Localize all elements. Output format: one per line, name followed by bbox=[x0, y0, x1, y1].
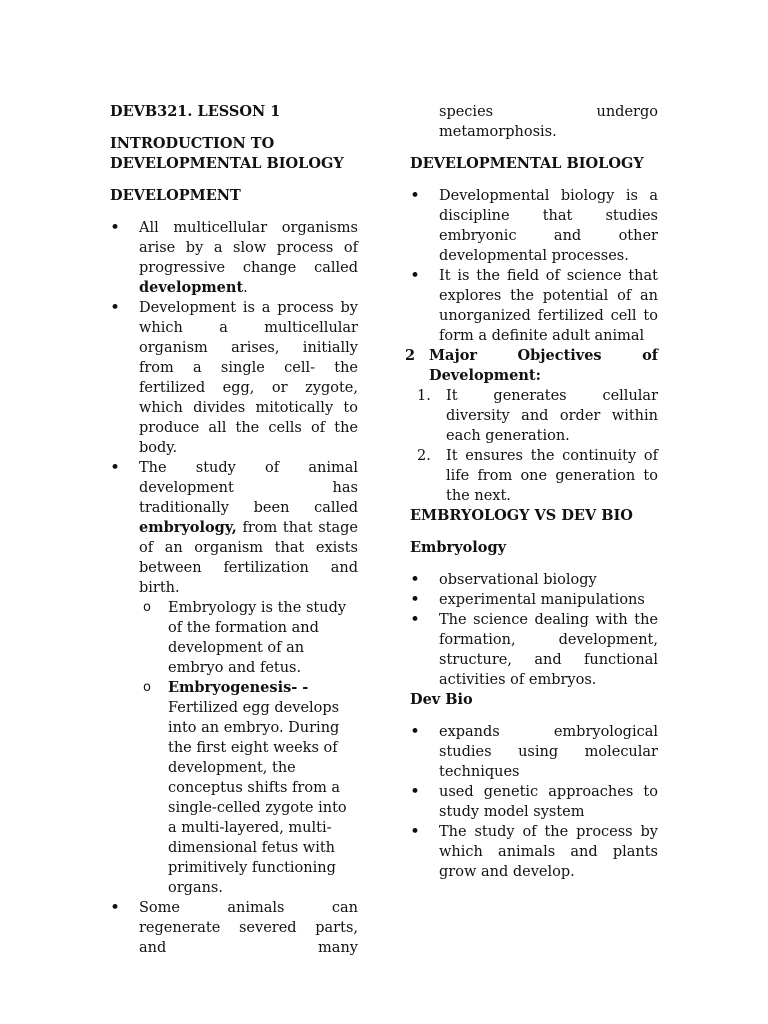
bullet-bold-term: embryology, bbox=[139, 519, 237, 536]
bullet-text: Development is a process by which a multicellular organism arises, initially from a single cell- the fertilized egg, or zygote, which divides mitotically to produce all the cells of the body. bbox=[139, 300, 358, 456]
bullet-text-tail: from that stage of an organism that exists between fertilization and birth. bbox=[139, 520, 358, 596]
right-column bbox=[405, 102, 658, 882]
objectives-heading bbox=[405, 346, 658, 386]
list-item: • used genetic approaches to study model system bbox=[410, 782, 658, 822]
course-title: DEVB321. LESSON 1 bbox=[110, 103, 281, 120]
development-heading: DEVELOPMENT bbox=[110, 187, 241, 204]
item-text: It ensures the continuity of life from one generation to the next. bbox=[446, 448, 658, 504]
devbio2-heading: Dev Bio bbox=[410, 691, 473, 708]
devbio2-bullet-list bbox=[410, 722, 658, 882]
list-item bbox=[110, 458, 358, 898]
list-item: • The study of the process by which animals and plants grow and develop. bbox=[410, 822, 658, 882]
continuation-text: species undergo metamorphosis. bbox=[439, 104, 658, 140]
left-column bbox=[110, 102, 358, 958]
devbio-heading: DEVELOPMENTAL BIOLOGY bbox=[410, 155, 644, 172]
embryology-heading: Embryology bbox=[410, 539, 507, 556]
bullet-bold-term: development bbox=[139, 279, 244, 296]
continuation-text-block bbox=[410, 102, 658, 142]
list-item bbox=[110, 898, 358, 958]
bullet-text: All multicellular organisms arise by a slow process of progressive change called bbox=[139, 220, 358, 276]
objectives-text: Major Objectives of Development: bbox=[429, 347, 658, 384]
numbered-item bbox=[410, 446, 658, 506]
bullet-text: The study of animal development has traditionally been called bbox=[139, 460, 358, 516]
devbio-bullet-list bbox=[410, 186, 658, 346]
list-item: • It is the field of science that explores the potential of an unorganized fertilized cell to form a definite adult animal bbox=[410, 266, 658, 346]
sub-item-text: Fertilized egg develops into an embryo. During the first eight weeks of development, the conceptus shifts from a single-celled zygote into a multi-layered, multi-dimensional fetus with primitively functioning organs. bbox=[168, 700, 347, 896]
objectives-list bbox=[410, 386, 658, 506]
intro-heading-line2: DEVELOPMENTAL BIOLOGY bbox=[110, 155, 344, 172]
sub-list-item bbox=[139, 678, 358, 898]
list-item: • Developmental biology is a discipline that studies embryonic and other developmental processes. bbox=[410, 186, 658, 266]
embryology-bullet-list bbox=[410, 570, 658, 690]
development-bullet-list bbox=[110, 218, 358, 958]
intro-heading bbox=[110, 134, 358, 174]
embryology-sub-list bbox=[139, 598, 358, 898]
list-item: • The science dealing with the formation, development, structure, and functional activities of embryos. bbox=[410, 610, 658, 690]
item-text: It generates cellular diversity and order within each generation. bbox=[446, 388, 658, 444]
sub-item-bold-term: Embryogenesis- - bbox=[168, 679, 309, 696]
list-item bbox=[110, 218, 358, 298]
bullet-text-tail: . bbox=[243, 280, 248, 296]
item-number: 1. bbox=[417, 388, 431, 404]
item-number: 2. bbox=[417, 448, 431, 464]
sub-list-item bbox=[139, 598, 358, 678]
list-item: • observational biology bbox=[410, 570, 658, 590]
list-item: • experimental manipulations bbox=[410, 590, 658, 610]
list-item bbox=[110, 298, 358, 458]
bullet-text: • Some animals can regenerate severed parts, and many bbox=[139, 900, 358, 956]
vs-heading: EMBRYOLOGY VS DEV BIO bbox=[410, 507, 633, 524]
numbered-item bbox=[410, 386, 658, 446]
objectives-number: 2 bbox=[405, 347, 416, 364]
list-item: • expands embryological studies using molecular techniques bbox=[410, 722, 658, 782]
sub-item-text: Embryology is the study of the formation and development of an embryo and fetus. bbox=[168, 600, 347, 676]
intro-heading-line1: INTRODUCTION TO bbox=[110, 135, 275, 152]
